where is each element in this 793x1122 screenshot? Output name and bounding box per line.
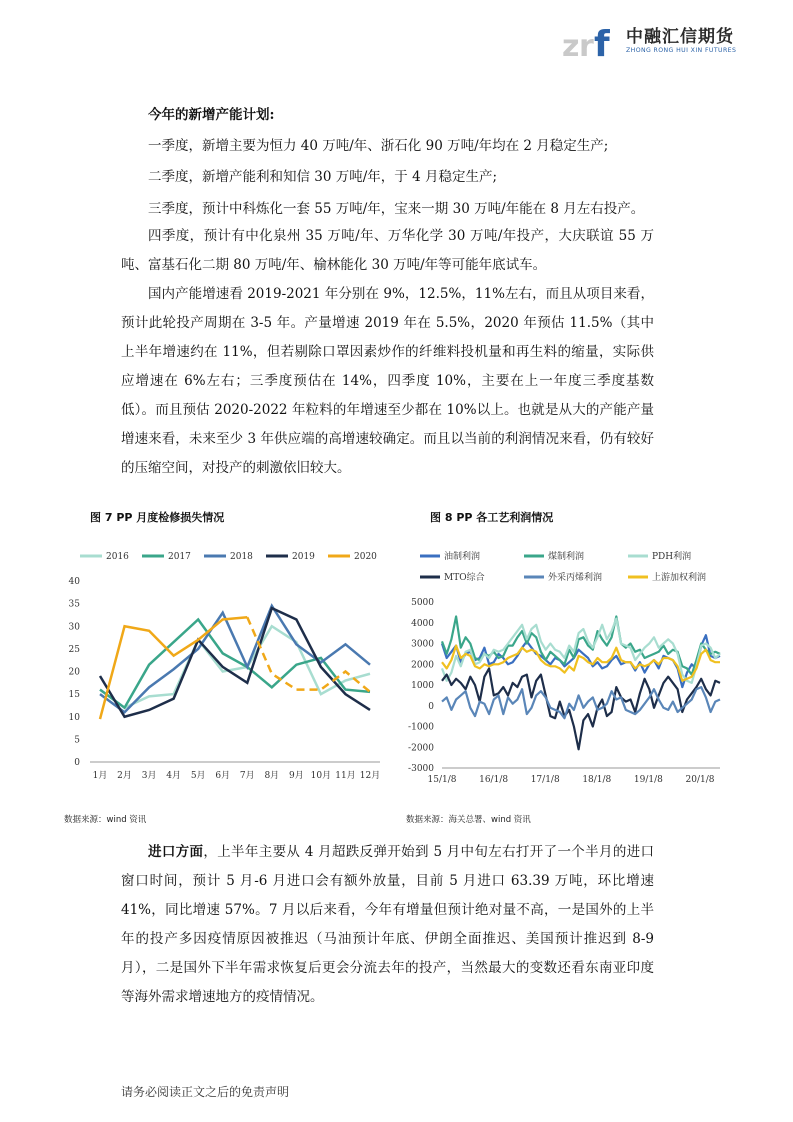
svg-text:z: z [562, 29, 580, 62]
y-tick-label: 20 [68, 667, 80, 678]
series-line-MTO综合 [442, 668, 720, 749]
figure-8-svg [398, 538, 738, 788]
section-title: 今年的新增产能计划: [148, 107, 275, 123]
figure-7-chart [60, 538, 390, 788]
figure-8-source: 数据来源：海关总署、wind 资讯 [406, 815, 531, 825]
legend-label-2018: 2018 [230, 552, 253, 562]
y-tick-label: 1000 [411, 681, 434, 691]
y-tick-label: 35 [68, 599, 80, 610]
svg-text:r: r [579, 29, 594, 62]
x-tick-label: 8月 [264, 771, 280, 781]
legend-label-煤制利润: 煤制利润 [548, 552, 585, 562]
y-tick-label: 5000 [411, 598, 434, 608]
y-tick-label: 4000 [411, 618, 434, 629]
y-tick-label: 0 [428, 701, 434, 712]
x-tick-label: 5月 [190, 771, 206, 781]
legend-label-PDH利润: PDH利润 [652, 552, 692, 562]
figure-7-title: 图 7 PP 月度检修损失情况 [90, 511, 225, 524]
y-tick-label: 30 [68, 622, 80, 633]
legend-label-2019: 2019 [292, 552, 315, 562]
x-tick-label: 9月 [288, 771, 304, 781]
y-tick-label: 10 [68, 712, 80, 723]
legend-label-上游加权利润: 上游加权利润 [652, 573, 707, 583]
x-tick-label: 6月 [215, 771, 231, 781]
legend-label-2017: 2017 [168, 552, 191, 562]
y-tick-label: 15 [68, 690, 80, 701]
x-tick-label: 18/1/8 [582, 775, 612, 785]
figure-8-title: 图 8 PP 各工艺利润情况 [430, 511, 554, 524]
svg-text:f: f [594, 24, 610, 62]
import-text: ，上半年主要从 4 月超跌反弹开始到 5 月中旬左右打开了一个半月的进口窗口时间，预计 5 月-6 月进口会有额外放量，目前 5 月进口 63.39 万吨，环比增速 41%，同比增速 57%。7 月以后来看，今年有增量但预计绝对量不高，一是国外的上半年的投产多因疫情原因被推迟（马油预计年底、伊朗全面推迟、美国预计推迟到 8-9 月），二是国外下半年需求恢复后更会分流去年的投产，当然最大的变数还看东南亚印度等海外需求增速地方的疫情情况。 [121, 844, 655, 1005]
x-tick-label: 20/1/8 [685, 775, 715, 785]
import-paragraph [121, 838, 654, 1012]
legend-label-油制利润: 油制利润 [444, 552, 481, 562]
y-tick-label: -3000 [408, 764, 434, 774]
x-tick-label: 15/1/8 [427, 775, 457, 785]
growth-paragraph: 国内产能增速看 2019-2021 年分别在 9%，12.5%，11%左右，而且从项目来看，预计此轮投产周期在 3-5 年。产量增速 2019 年在 5.5%，2020 年预估 11.5%（其中上半年增速约在 11%，但若剔除口罩因素炒作的纤维料投机量和再生料的缩量，实际供应增速在 6%左右；三季度预估在 14%，四季度 10%，主要在上一年度三季度基数低）。而且预估 2020-2022 年粒料的年增速至少都在 10%以上。也就是从大的产能产量增速来看，未来至少 3 年供应端的高增速较确定。而且以当前的利润情况来看，仍有较好的压缩空间，对投产的刺激依旧较大。 [121, 286, 654, 476]
figure-8-chart [398, 538, 738, 788]
y-tick-label: 25 [68, 644, 80, 655]
legend-label-MTO综合: MTO综合 [444, 573, 485, 583]
x-tick-label: 4月 [166, 771, 182, 781]
x-tick-label: 11月 [335, 771, 356, 781]
x-tick-label: 10月 [310, 771, 332, 781]
logo-chinese-name: 中融汇信期货 [626, 27, 734, 47]
y-tick-label: 5 [74, 735, 80, 746]
y-tick-label: 40 [68, 577, 80, 587]
x-tick-label: 2月 [117, 771, 132, 781]
q4-paragraph: 四季度，预计有中化泉州 35 万吨/年、万华化学 30 万吨/年投产，大庆联谊 55 万吨、富基石化二期 80 万吨/年、榆林能化 30 万吨/年等可能年底试车。 [121, 228, 654, 273]
legend-label-外采丙烯利润: 外采丙烯利润 [548, 573, 603, 583]
logo-english-name: ZHONG RONG HUI XIN FUTURES [626, 47, 737, 54]
x-tick-label: 1月 [92, 771, 108, 781]
x-tick-label: 16/1/8 [479, 775, 509, 785]
company-logo [562, 18, 772, 64]
legend-label-2016: 2016 [106, 552, 129, 562]
x-tick-label: 19/1/8 [633, 775, 663, 785]
y-tick-label: 3000 [411, 639, 434, 650]
x-tick-label: 17/1/8 [530, 775, 560, 785]
figure-7-source: 数据来源：wind 资讯 [64, 815, 147, 825]
y-tick-label: -2000 [408, 743, 434, 754]
x-tick-label: 12月 [359, 771, 381, 781]
y-tick-label: 2000 [411, 660, 434, 671]
x-tick-label: 7月 [239, 771, 255, 781]
import-lead: 进口方面 [148, 844, 204, 860]
x-tick-label: 3月 [141, 771, 157, 781]
legend-label-2020: 2020 [354, 552, 377, 562]
figure-7-svg [60, 538, 390, 788]
q2-line: 二季度，新增产能利和知信 30 万吨/年，于 4 月稳定生产; [148, 169, 498, 185]
y-tick-label: 0 [74, 758, 80, 768]
y-tick-label: -1000 [408, 722, 434, 733]
q3-line: 三季度，预计中科炼化一套 55 万吨/年，宝来一期 30 万吨/年能在 8 月左右投产。 [148, 201, 645, 217]
disclaimer-footer: 请务必阅读正文之后的免责声明 [121, 1085, 290, 1099]
zrf-logo-mark [562, 18, 620, 62]
q1-line: 一季度，新增主要为恒力 40 万吨/年、浙石化 90 万吨/年均在 2 月稳定生产; [148, 138, 609, 154]
